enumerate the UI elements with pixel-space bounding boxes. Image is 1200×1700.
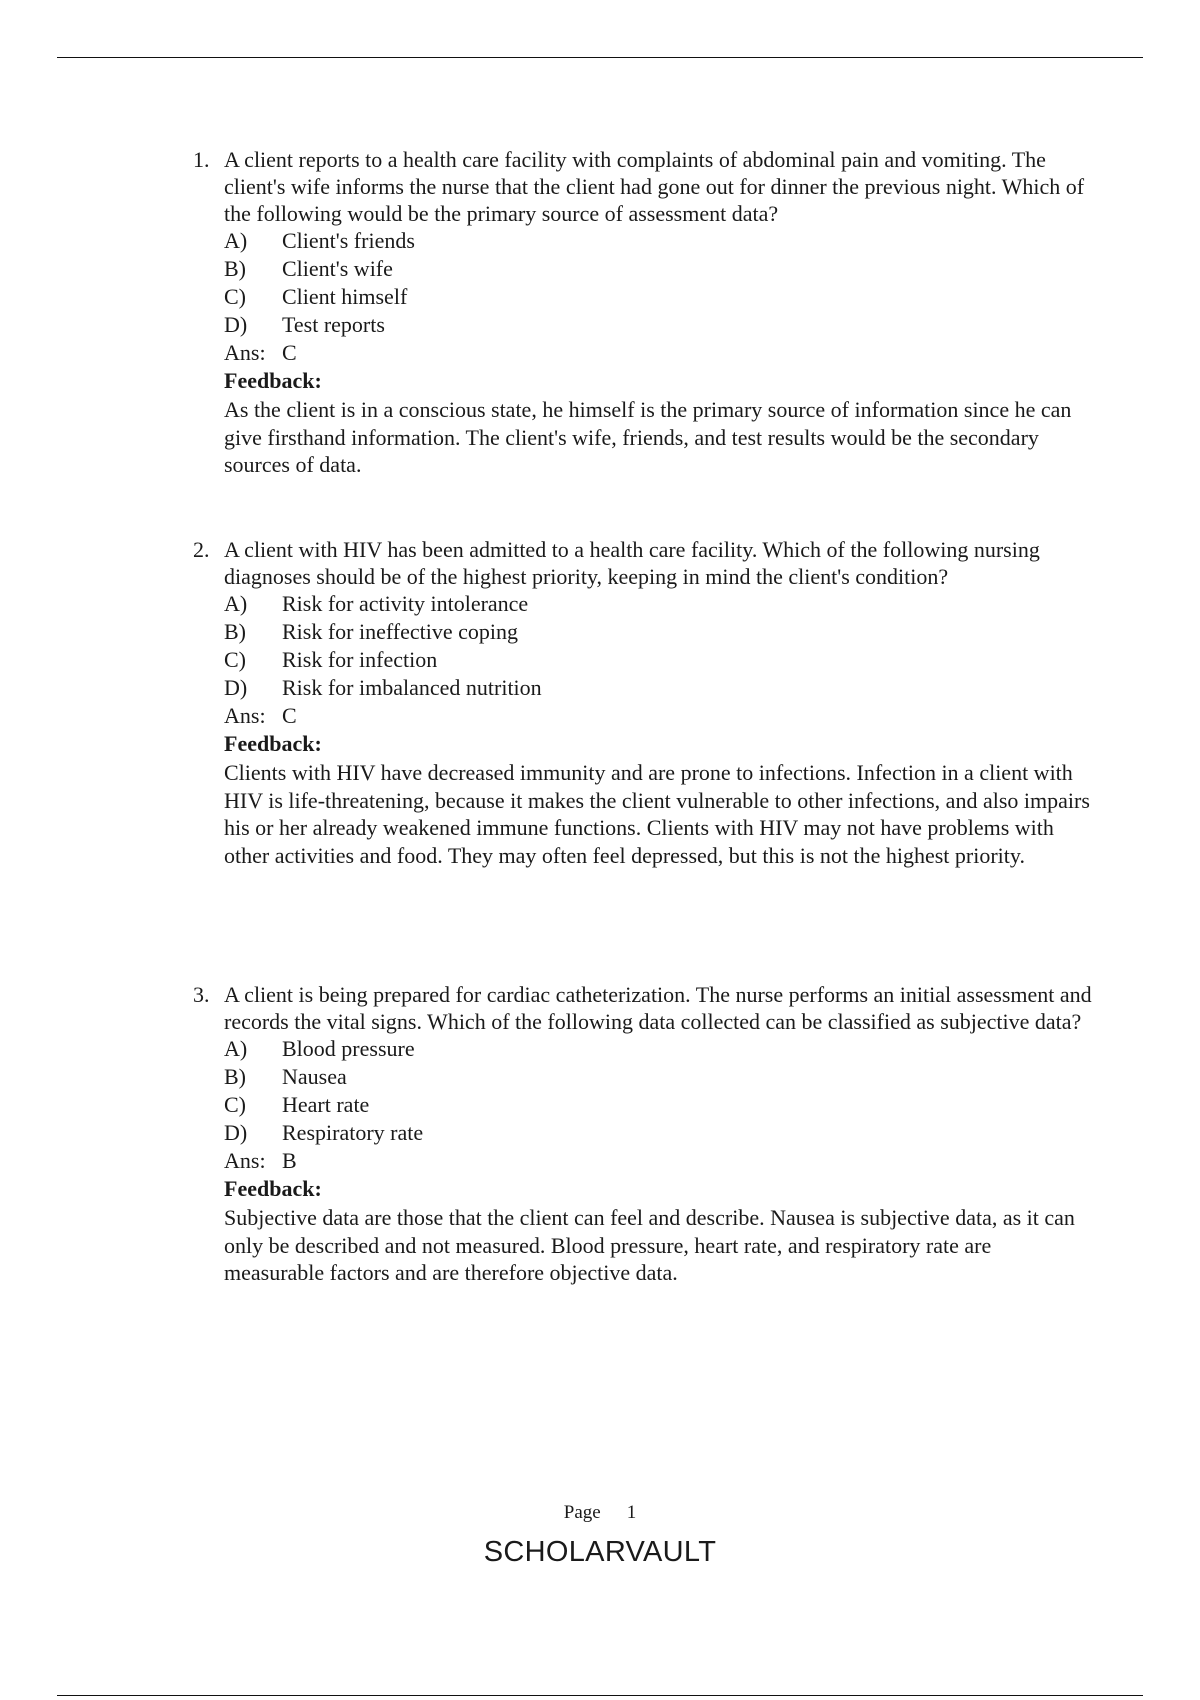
feedback-heading: Feedback: [224, 368, 322, 393]
option-a [224, 227, 1093, 255]
option-a [224, 590, 1093, 618]
option-letter: C) [224, 647, 246, 672]
option-text: Risk for infection [282, 647, 438, 672]
question-number: 1. [193, 147, 210, 172]
option-text: Risk for ineffective coping [282, 619, 519, 644]
option-letter: B) [224, 1064, 246, 1089]
answer-label: Ans: [224, 1148, 266, 1173]
brand-footer: SCHOLARVAULT [483, 1536, 717, 1568]
option-text: Client's wife [282, 256, 393, 281]
option-text: Risk for activity intolerance [282, 591, 529, 616]
page-label: Page [563, 1502, 601, 1523]
option-d [224, 311, 1093, 339]
option-letter: D) [224, 1120, 248, 1145]
option-text: Respiratory rate [282, 1120, 424, 1145]
option-c [224, 646, 1093, 674]
question-stem: A client reports to a health care facility with complaints of abdominal pain and vomiting. The client's wife informs the nurse that the client had gone out for dinner the previous night. Which of the following would be the primary source of assessment data? [224, 147, 1085, 226]
question-2 [193, 536, 1093, 869]
option-letter: A) [224, 228, 248, 253]
option-letter: C) [224, 284, 246, 309]
option-text: Test reports [282, 312, 385, 337]
option-letter: C) [224, 1092, 246, 1117]
question-3 [193, 981, 1093, 1287]
option-d [224, 674, 1093, 702]
answer-label: Ans: [224, 703, 266, 728]
option-letter: B) [224, 256, 246, 281]
option-letter: D) [224, 675, 248, 700]
feedback-heading: Feedback: [224, 731, 322, 756]
option-letter: A) [224, 591, 248, 616]
page-number [0, 1502, 1200, 1524]
question-number: 2. [193, 537, 210, 562]
answer-line [224, 339, 1093, 367]
question-1 [193, 146, 1093, 479]
feedback-text: Clients with HIV have decreased immunity and are prone to infections. Infection in a client with HIV is life-threatening, because it makes the client vulnerable to other infections, and also impairs his or her already weakened immune functions. Clients with HIV may not have problems with other activities and food. They may often feel depressed, but this is not the highest priority. [224, 760, 1090, 868]
answer-value: C [282, 340, 297, 365]
question-stem: A client is being prepared for cardiac catheterization. The nurse performs an initial assessment and records the vital signs. Which of the following data collected can be classified as subjective data? [224, 982, 1092, 1034]
answer-value: B [282, 1148, 297, 1173]
option-b [224, 1063, 1093, 1091]
option-c [224, 1091, 1093, 1119]
option-b [224, 618, 1093, 646]
option-letter: D) [224, 312, 248, 337]
option-c [224, 283, 1093, 311]
feedback-heading: Feedback: [224, 1176, 322, 1201]
option-letter: B) [224, 619, 246, 644]
option-text: Blood pressure [282, 1036, 415, 1061]
page-number-value: 1 [626, 1502, 637, 1523]
option-text: Heart rate [282, 1092, 370, 1117]
answer-label: Ans: [224, 340, 266, 365]
option-a [224, 1035, 1093, 1063]
feedback-text: Subjective data are those that the client can feel and describe. Nausea is subjective data, as it can only be described and not measured. Blood pressure, heart rate, and respiratory rate are measurable factors and are therefore objective data. [224, 1205, 1075, 1285]
top-rule [57, 57, 1143, 58]
option-b [224, 255, 1093, 283]
answer-value: C [282, 703, 297, 728]
question-number: 3. [193, 982, 210, 1007]
feedback-text: As the client is in a conscious state, he himself is the primary source of information since he can give firsthand information. The client's wife, friends, and test results would be the secondary sources of data. [224, 397, 1072, 477]
option-text: Client himself [282, 284, 408, 309]
answer-line [224, 702, 1093, 730]
answer-line [224, 1147, 1093, 1175]
option-text: Nausea [282, 1064, 347, 1089]
option-d [224, 1119, 1093, 1147]
question-stem: A client with HIV has been admitted to a health care facility. Which of the following nursing diagnoses should be of the highest priority, keeping in mind the client's condition? [224, 537, 1040, 589]
bottom-rule [57, 1695, 1143, 1696]
option-text: Risk for imbalanced nutrition [282, 675, 542, 700]
option-letter: A) [224, 1036, 248, 1061]
option-text: Client's friends [282, 228, 415, 253]
